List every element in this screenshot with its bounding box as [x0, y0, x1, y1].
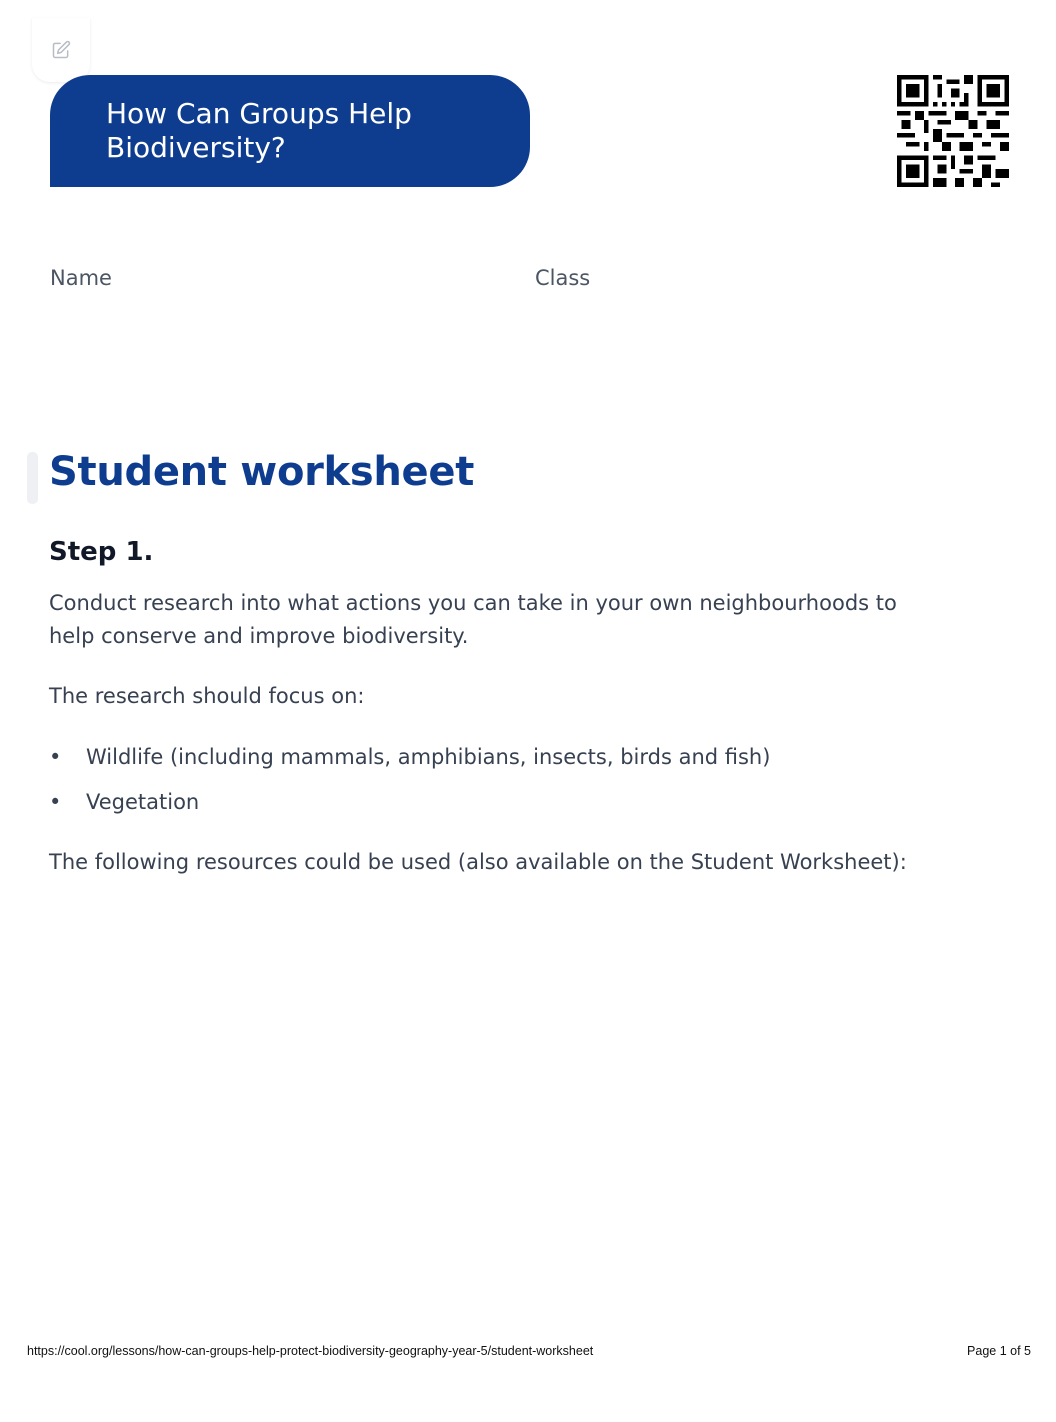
- list-item-text: Vegetation: [86, 790, 200, 814]
- footer-url: https://cool.org/lessons/how-can-groups-help-protect-biodiversity-geography-year-5/student-worksheet: [27, 1344, 594, 1358]
- qr-code-icon: [896, 75, 1010, 187]
- list-item-text: Wildlife (including mammals, amphibians, insects, birds and fish): [86, 745, 771, 769]
- name-label: Name: [50, 266, 112, 290]
- edit-button[interactable]: [32, 18, 90, 82]
- step-heading: Step 1.: [49, 537, 154, 567]
- list-item: [49, 790, 199, 814]
- bullet-icon: •: [49, 790, 62, 814]
- lesson-title-banner: [50, 75, 530, 187]
- lesson-title-line1: How Can Groups Help: [106, 97, 412, 130]
- step-instructions: [49, 587, 999, 653]
- list-item: [49, 745, 770, 769]
- step-instructions-line2: help conserve and improve biodiversity.: [49, 624, 469, 648]
- class-label: Class: [535, 266, 591, 290]
- page-number: Page 1 of 5: [967, 1344, 1031, 1358]
- step-instructions-line1: Conduct research into what actions you can take in your own neighbourhoods to: [49, 591, 897, 615]
- focus-intro: The research should focus on:: [49, 684, 365, 708]
- pencil-square-icon: [51, 40, 71, 60]
- heading-accent-bar: [27, 452, 38, 504]
- resources-intro: The following resources could be used (also available on the Student Worksheet):: [49, 850, 907, 874]
- bullet-icon: •: [49, 745, 62, 769]
- worksheet-heading: Student worksheet: [49, 449, 475, 495]
- lesson-title-line2: Biodiversity?: [106, 131, 286, 164]
